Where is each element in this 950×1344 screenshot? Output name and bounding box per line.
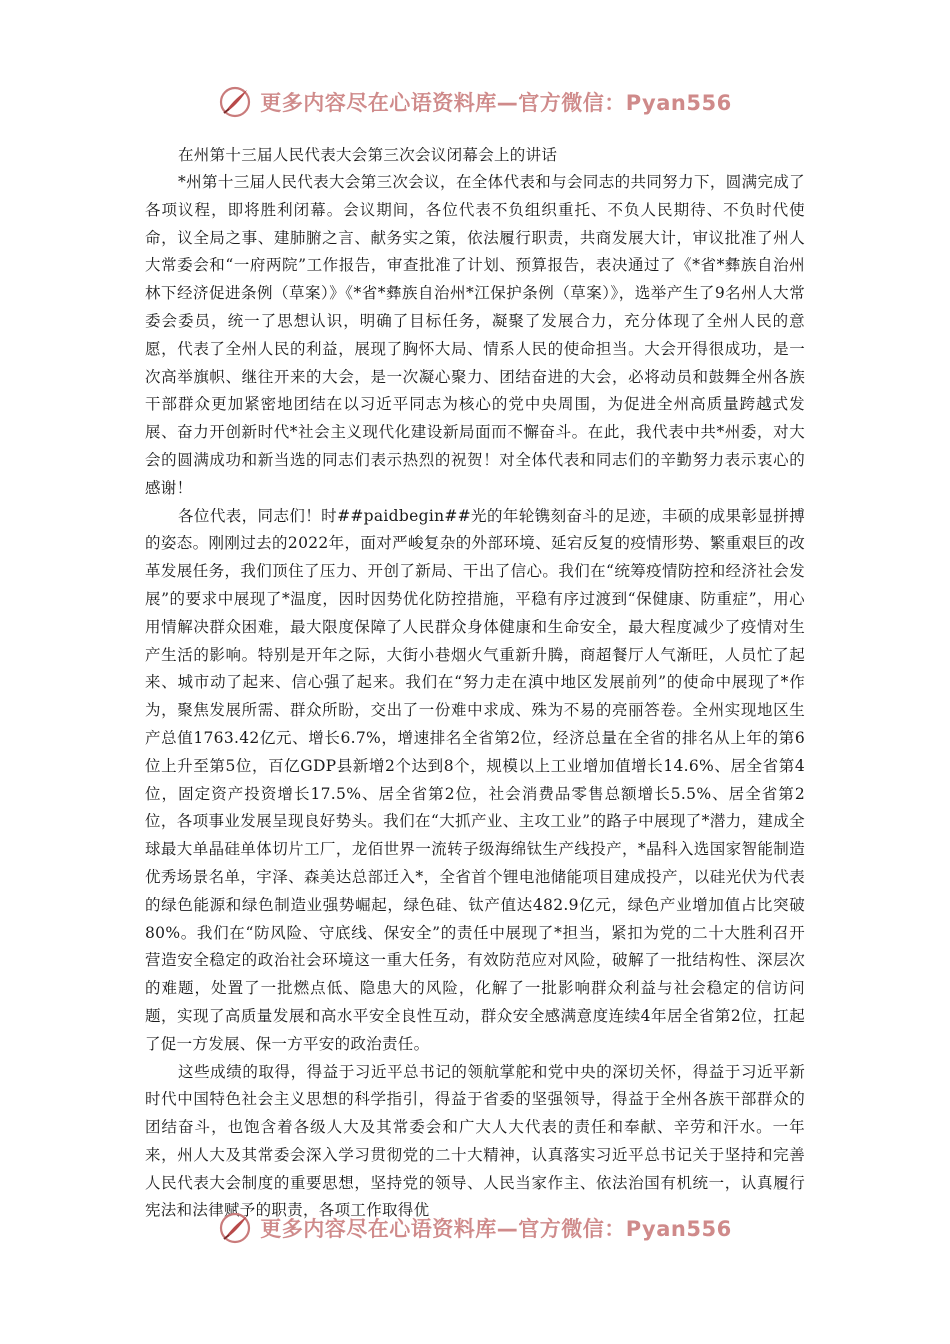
document-title: 在州第十三届人民代表大会第三次会议闭幕会上的讲话 [178, 146, 558, 164]
watermark-text: 更多内容尽在心语资料库—官方微信：Pyan556 [260, 91, 732, 115]
watermark-banner-bottom [0, 1208, 950, 1248]
watermark-banner-top [0, 82, 950, 122]
watermark-text: 更多内容尽在心语资料库—官方微信：Pyan556 [260, 1217, 732, 1241]
document-body [145, 141, 805, 1225]
paragraph: *州第十三届人民代表大会第三次会议，在全体代表和与会同志的共同努力下，圆满完成了各项议程，即将胜利闭幕。会议期间，各位代表不负组织重托、不负人民期待、不负时代使命，议全局之事、建肺腑之言、献务实之策，依法履行职责，共商发展大计，审议批准了州人大常委会和“一府两院”工作报告，审查批准了计划、预算报告，表决通过了《*省*彝族自治州林下经济促进条例（草案）》《*省*彝族自治州*江保护条例（草案）》，选举产生了9名州人大常委会委员，统一了思想认识，明确了目标任务，凝聚了发展合力，充分体现了全州人民的意愿，代表了全州人民的利益，展现了胸怀大局、情系人民的使命担当。大会开得很成功，是一次高举旗帜、继往开来的大会，是一次凝心聚力、团结奋进的大会，必将动员和鼓舞全州各族干部群众更加紧密地团结在以习近平同志为核心的党中央周围，为促进全州高质量跨越式发展、奋力开创新时代*社会主义现代化建设新局面而不懈奋斗。在此，我代表中共*州委，对大会的圆满成功和新当选的同志们表示热烈的祝贺！对全体代表和同志们的辛勤努力表示衷心的感谢！ [145, 173, 805, 497]
quill-pen-logo-icon [218, 85, 252, 119]
quill-pen-logo-icon [218, 1211, 252, 1245]
paragraph: 各位代表，同志们！时##paidbegin##光的年轮镌刻奋斗的足迹，丰硕的成果彰显拼搏的姿态。刚刚过去的2022年，面对严峻复杂的外部环境、延宕反复的疫情形势、繁重艰巨的改革发展任务，我们顶住了压力、开创了新局、干出了信心。我们在“统筹疫情防控和经济社会发展”的要求中展现了*温度，因时因势优化防控措施，平稳有序过渡到“保健康、防重症”，用心用情解决群众困难，最大限度保障了人民群众身体健康和生命安全，最大程度减少了疫情对生产生活的影响。特别是开年之际，大街小巷烟火气重新升腾，商超餐厅人气渐旺，人员忙了起来、城市动了起来、信心强了起来。我们在“努力走在滇中地区发展前列”的使命中展现了*作为，聚焦发展所需、群众所盼，交出了一份难中求成、殊为不易的亮丽答卷。全州实现地区生产总值1763.42亿元、增长6.7%，增速排名全省第2位，经济总量在全省的排名从上年的第6位上升至第5位，百亿GDP县新增2个达到8个，规模以上工业增加值增长14.6%、居全省第4位，固定资产投资增长17.5%、居全省第2位，社会消费品零售总额增长5.5%、居全省第2位，各项事业发展呈现良好势头。我们在“大抓产业、主攻工业”的路子中展现了*潜力，建成全球最大单晶硅单体切片工厂，龙佰世界一流转子级海绵钛生产线投产，*晶科入选国家智能制造优秀场景名单，宇泽、森美达总部迁入*，全省首个锂电池储能项目建成投产，以硅光伏为代表的绿色能源和绿色制造业强势崛起，绿色硅、钛产值达482.9亿元，绿色产业增加值占比突破80%。我们在“防风险、守底线、保安全”的责任中展现了*担当，紧扣为党的二十大胜利召开营造安全稳定的政治社会环境这一重大任务，有效防范应对风险，破解了一批结构性、深层次的难题，处置了一批燃点低、隐患大的风险，化解了一批影响群众利益与社会稳定的信访问题，实现了高质量发展和高水平安全良性互动，群众安全感满意度连续4年居全省第2位，扛起了促一方发展、保一方平安的政治责任。 [145, 506, 805, 1053]
paragraph: 这些成绩的取得，得益于习近平总书记的领航掌舵和党中央的深切关怀，得益于习近平新时代中国特色社会主义思想的科学指引，得益于省委的坚强领导，得益于全州各族干部群众的团结奋斗，也饱含着各级人大及其常委会和广大人大代表的责任和奉献、辛劳和汗水。一年来，州人大及其常委会深入学习贯彻党的二十大精神，认真落实习近平总书记关于坚持和完善人民代表大会制度的重要思想，坚持党的领导、人民当家作主、依法治国有机统一，认真履行宪法和法律赋予的职责，各项工作取得优 [145, 1062, 805, 1220]
